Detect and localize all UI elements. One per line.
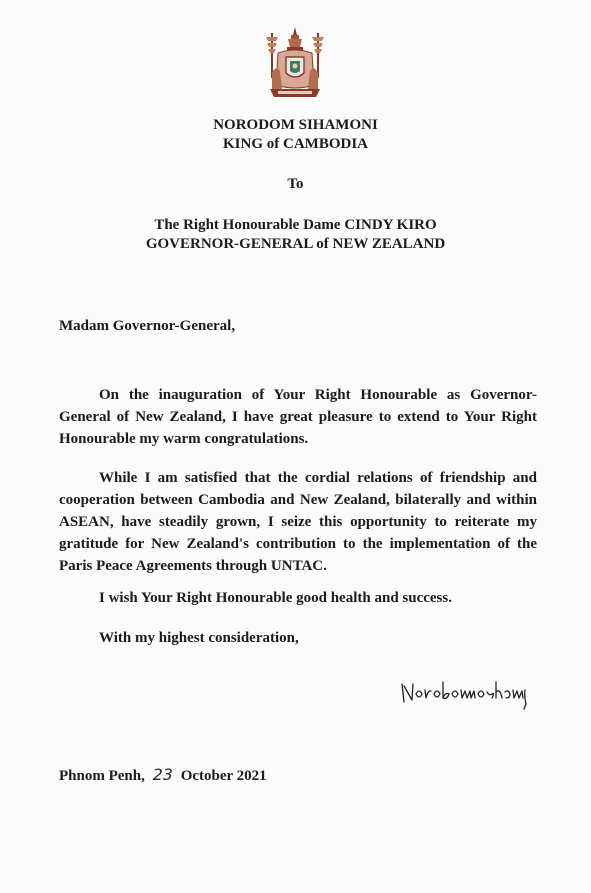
salutation: Madam Governor-General, [59, 318, 236, 334]
to-label: To [287, 176, 304, 192]
dateline-day: 23 [152, 765, 173, 784]
sender-name: NORODOM SIHAMONI [213, 117, 378, 133]
dateline-place: Phnom Penh, [59, 768, 145, 784]
recipient-title: GOVERNOR-GENERAL of NEW ZEALAND [145, 236, 446, 252]
dateline [59, 765, 267, 785]
sender-title: KING of CAMBODIA [223, 136, 368, 152]
closing-line: With my highest consideration, [99, 630, 299, 646]
royal-coat-of-arms-icon [260, 25, 330, 100]
body-paragraph-1: On the inauguration of Your Right Honourable as Governor-General of New Zealand, I have great pleasure to extend to Your Right Honourable my warm congratulations. [59, 387, 537, 447]
dateline-month-year: October 2021 [180, 768, 267, 784]
body-paragraph-3: I wish Your Right Honourable good health and success. [99, 590, 452, 606]
recipient-name: The Right Honourable Dame CINDY KIRO [154, 217, 437, 233]
handwritten-signature [398, 676, 530, 710]
body-paragraph-2: While I am satisfied that the cordial relations of friendship and cooperation between Cambodia and New Zealand, bilaterally and within ASEAN, have steadily grown, I seize this opportunity to reiterate my gratitude for New Zealand's contribution to the implementation of the Paris Peace Agreements through UNTAC. [59, 470, 537, 574]
